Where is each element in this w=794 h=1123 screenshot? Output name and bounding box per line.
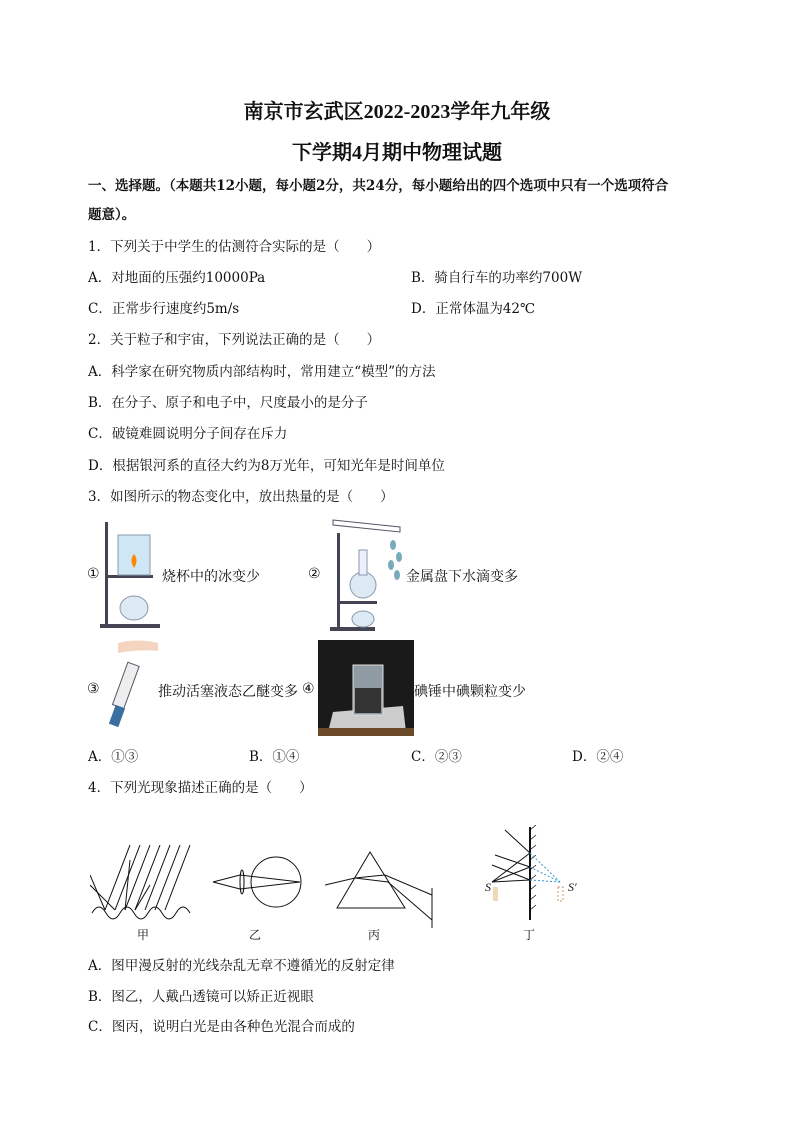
q4-option-a: A．图甲漫反射的光线杂乱无章不遵循光的反射定律 [88,958,395,974]
fig4-iodine-photo [318,640,414,736]
fig1-beaker-burner [100,520,160,630]
label-s: S [485,880,491,894]
fig-label-jia: 甲 [137,928,150,942]
q3-stem: 3．如图所示的物态变化中，放出热量的是（ ） [88,489,394,505]
q1-option-c: C．正常步行速度约5m/s [88,301,240,317]
fig1-number: ① [87,566,100,582]
q2-stem: 2．关于粒子和宇宙，下列说法正确的是（ ） [88,332,381,348]
section-heading-cont: 题意）。 [88,207,136,223]
q1-stem: 1．下列关于中学生的估测符合实际的是（ ） [88,239,381,255]
fig2-caption: 金属盘下水滴变多 [406,569,518,585]
q3-option-d: D．②④ [572,749,624,765]
q2-option-c: C．破镜难圆说明分子间存在斥力 [88,426,288,442]
q3-option-a: A．①③ [88,749,139,765]
q4-option-b: B．图乙，人戴凸透镜可以矫正近视眼 [88,989,314,1005]
q4-option-c: C．图丙，说明白光是由各种色光混合而成的 [88,1019,355,1035]
q1-option-b: B．骑自行车的功率约700W [411,270,583,286]
fig4-number: ④ [302,681,315,697]
section-heading: 一、选择题。（本题共12小题，每小题2分，共24分，每小题给出的四个选项中只有一个选项符合 [88,178,669,194]
q2-option-d: D．根据银河系的直径大约为8万光年，可知光年是时间单位 [88,458,445,474]
fig-jia-diffuse-reflection [90,845,195,920]
q3-option-c: C．②③ [411,749,462,765]
q4-stem: 4．下列光现象描述正确的是（ ） [88,780,313,796]
fig-bing-prism [325,850,435,930]
q2-option-b: B．在分子、原子和电子中，尺度最小的是分子 [88,395,368,411]
q1-option-a: A．对地面的压强约10000Pa [88,270,266,286]
fig-yi-eye-lens [210,855,302,910]
title-line-1: 南京市玄武区2022-2023学年九年级 [243,101,551,123]
fig2-flask-plate [325,515,405,633]
fig3-caption: 推动活塞液态乙醚变多 [158,684,298,700]
q2-option-a: A．科学家在研究物质内部结构时，常用建立“模型”的方法 [88,364,436,380]
fig-label-yi: 乙 [249,928,262,942]
fig-label-ding: 丁 [523,928,536,942]
title-line-2: 下学期4月期中物理试题 [292,142,502,164]
q3-option-b: B．①④ [249,749,300,765]
fig2-number: ② [308,566,321,582]
fig-ding-plane-mirror [480,825,580,920]
label-s-prime: S′ [568,880,577,894]
fig3-number: ③ [87,681,100,697]
fig1-caption: 烧杯中的冰变少 [162,569,260,585]
fig-label-bing: 丙 [368,928,381,942]
fig3-syringe [100,638,160,733]
q1-option-d: D．正常体温为42℃ [411,301,536,317]
fig4-caption: 碘锤中碘颗粒变少 [414,684,526,700]
